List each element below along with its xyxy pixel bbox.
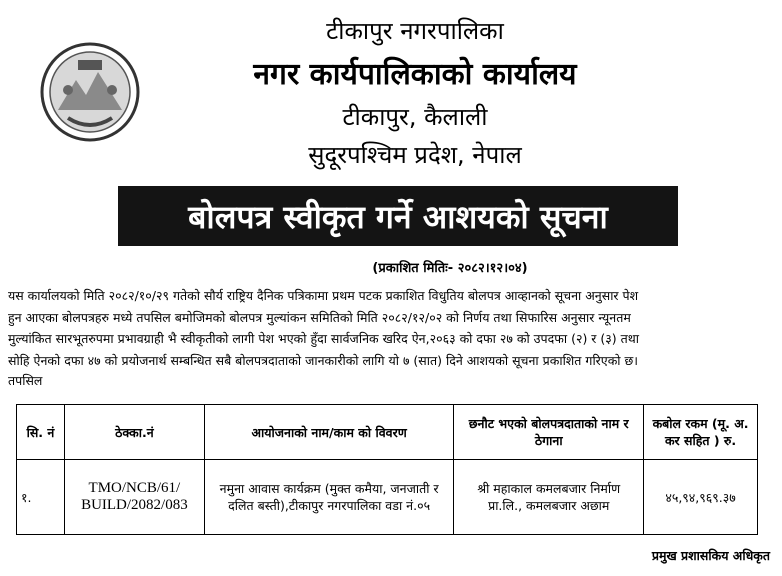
schedule-label: तपसिल	[8, 373, 43, 388]
province-country: सुदूरपश्चिम प्रदेश, नेपाल	[308, 141, 522, 169]
amount-cell: ४५,९४,९६९.३७	[644, 460, 758, 535]
header-bidder: छनौट भएको बोलपत्रदाताको नाम र ठेगाना	[454, 405, 644, 460]
description-cell: नमुना आवास कार्यक्रम (मुक्त कमैया, जनजाती र दलित बस्ती),टीकापुर नगरपालिका वडा नं.०५	[204, 460, 454, 535]
letterhead	[0, 0, 782, 180]
header-serial: सि. नं	[17, 405, 65, 460]
notice-title: बोलपत्र स्वीकृत गर्ने आशयको सूचना	[118, 186, 678, 246]
bid-table	[16, 404, 758, 535]
municipality-name: टीकापुर नगरपालिका	[326, 17, 504, 45]
bidder-cell: श्री महाकाल कमलबजार निर्माण प्रा.लि., कमलबजार अछाम	[454, 460, 644, 535]
notice-line: सोहि ऐनको दफा ४७ को प्रयोजनार्थ सम्बन्धित सबै बोलपत्रदाताको जानकारीको लागि यो ७ (सात) दिने आशयको सूचना प्रकाशित गरिएको छ।	[8, 352, 639, 368]
header-contract-no: ठेक्का.नं	[64, 405, 204, 460]
notice-line: यस कार्यालयको मिति २०८२/१०/२९ गतेको सौर्य राष्ट्रिय दैनिक पत्रिकामा प्रथम पटक प्रकाशित विधुतिय बोलपत्र आव्हानको सूचना अनुसार पेश	[8, 288, 639, 303]
notice-line: मुल्यांकित सारभूतरुपमा प्रभावग्राही भै स्वीकृतीको लागी पेश भएको हुँदा सार्वजनिक खरिद ऐन,२०६३ को दफा २७ को उपदफा (२) र (३) तथा	[8, 331, 639, 346]
signatory-title: प्रमुख प्रशासकिय अधिकृत	[651, 548, 770, 563]
header-amount: कबोल रकम (मू. अ. कर सहित ) रु.	[644, 405, 758, 460]
nepal-emblem-icon	[38, 40, 142, 144]
table-row	[17, 460, 758, 535]
office-name: नगर कार्यपालिकाको कार्यालय	[253, 57, 577, 92]
notice-body	[8, 285, 774, 371]
table-header-row	[17, 405, 758, 460]
contract-no-cell: TMO/NCB/61/ BUILD/2082/083	[64, 460, 204, 535]
published-date: (प्रकाशित मितिः- २०८२।१२।०४)	[372, 261, 528, 276]
serial-cell: १.	[17, 460, 65, 535]
notice-line: हुन आएका बोलपत्रहरु मध्ये तपसिल बमोजिमको बोलपत्र मुल्यांकन समितिको मिति २०८२/१२/०२ को निर्णय तथा सिफारिस अनुसार न्यूनतम	[8, 309, 631, 325]
header-description: आयोजनाको नाम/काम को विवरण	[204, 405, 454, 460]
office-location: टीकापुर, कैलाली	[342, 103, 488, 131]
